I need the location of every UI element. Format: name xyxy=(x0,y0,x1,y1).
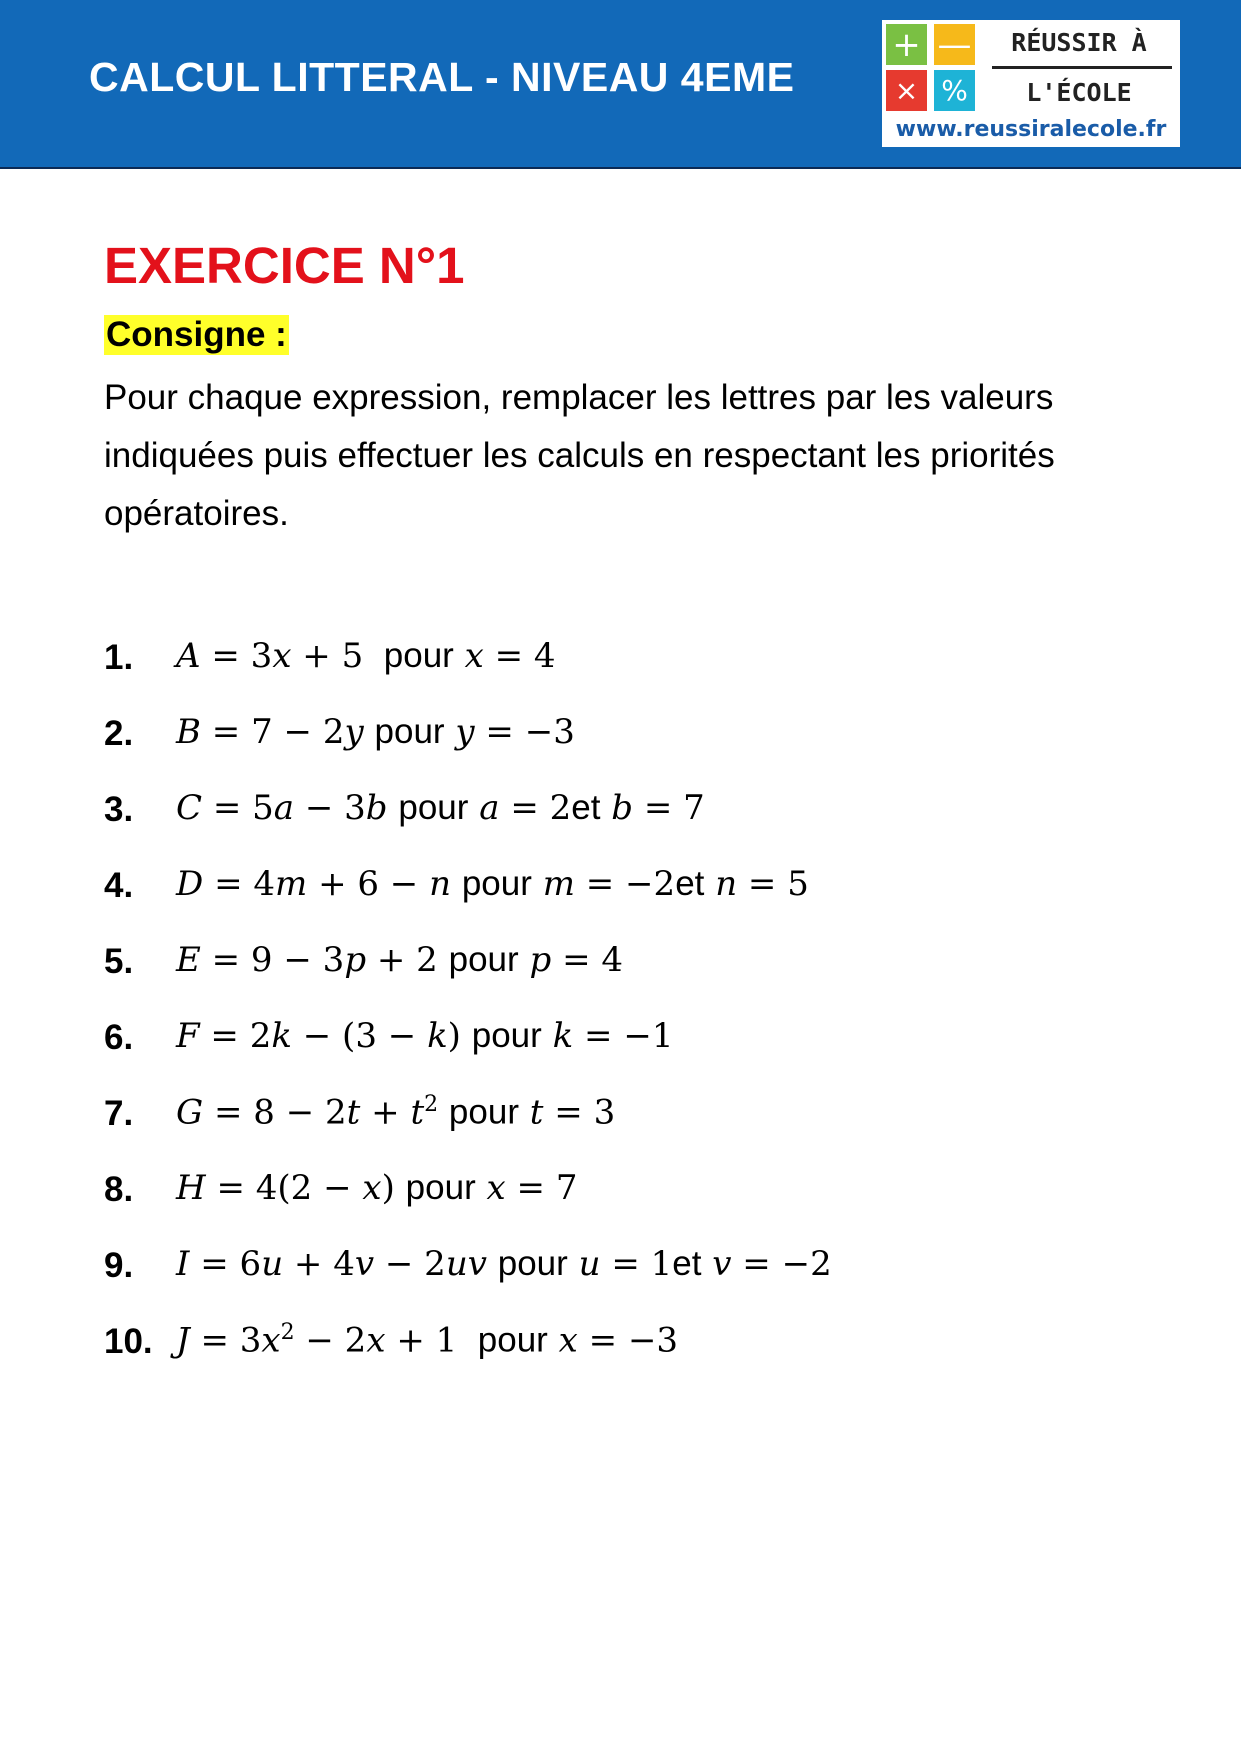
consigne-label: Consigne : xyxy=(106,315,287,354)
item-expression: I = 6u + 4v − 2uv pour u = 1et v = −2 xyxy=(176,1244,832,1284)
item-number: 6. xyxy=(104,1018,134,1057)
exercise-title: EXERCICE N°1 xyxy=(104,237,465,294)
item-expression: A = 3x + 5 pour x = 4 xyxy=(176,636,556,676)
exercise-list xyxy=(104,638,1104,1398)
page-title: CALCUL LITTERAL - NIVEAU 4EME xyxy=(89,54,795,100)
item-expression: H = 4(2 − x) pour x = 7 xyxy=(176,1168,578,1208)
list-item xyxy=(104,1246,1104,1322)
item-number: 1. xyxy=(104,638,134,677)
item-number: 10. xyxy=(104,1322,153,1361)
logo-text-line2: L'ÉCOLE xyxy=(1026,78,1132,107)
list-item xyxy=(104,1322,1104,1398)
item-number: 2. xyxy=(104,714,134,753)
item-expression: F = 2k − (3 − k) pour k = −1 xyxy=(176,1016,674,1056)
site-logo[interactable] xyxy=(882,20,1180,147)
instructions-text: Pour chaque expression, remplacer les lettres par les valeurs indiquées puis effectuer les calculs en respectant les priorités opératoires. xyxy=(104,378,1055,533)
times-icon: × xyxy=(886,70,927,111)
list-item xyxy=(104,790,1104,866)
item-expression: $J = 3x^2 - 2x + 1$ pour x = −3 xyxy=(176,1320,679,1361)
logo-divider xyxy=(992,66,1172,69)
item-number: 5. xyxy=(104,942,134,981)
list-item xyxy=(104,714,1104,790)
plus-icon: + xyxy=(886,24,927,65)
logo-text-line1: RÉUSSIR À xyxy=(1011,28,1147,57)
item-expression: E = 9 − 3p + 2 pour p = 4 xyxy=(176,940,624,980)
item-number: 4. xyxy=(104,866,134,905)
item-number: 8. xyxy=(104,1170,134,1209)
site-url-link[interactable]: www.reussiralecole.fr xyxy=(895,117,1167,142)
item-expression: $G = 8 - 2t + t^2$ pour t = 3 xyxy=(176,1092,616,1133)
item-expression: B = 7 − 2y pour y = −3 xyxy=(176,712,575,752)
list-item xyxy=(104,1170,1104,1246)
percent-icon: % xyxy=(934,70,975,111)
list-item xyxy=(104,1018,1104,1094)
minus-icon: — xyxy=(934,24,975,65)
list-item xyxy=(104,866,1104,942)
item-number: 7. xyxy=(104,1094,134,1133)
list-item xyxy=(104,1094,1104,1170)
item-number: 9. xyxy=(104,1246,134,1285)
item-expression: C = 5a − 3b pour a = 2et b = 7 xyxy=(176,788,705,828)
list-item xyxy=(104,638,1104,714)
item-expression: D = 4m + 6 − n pour m = −2et n = 5 xyxy=(176,864,809,904)
list-item xyxy=(104,942,1104,1018)
item-number: 3. xyxy=(104,790,134,829)
page-header xyxy=(0,0,1241,169)
